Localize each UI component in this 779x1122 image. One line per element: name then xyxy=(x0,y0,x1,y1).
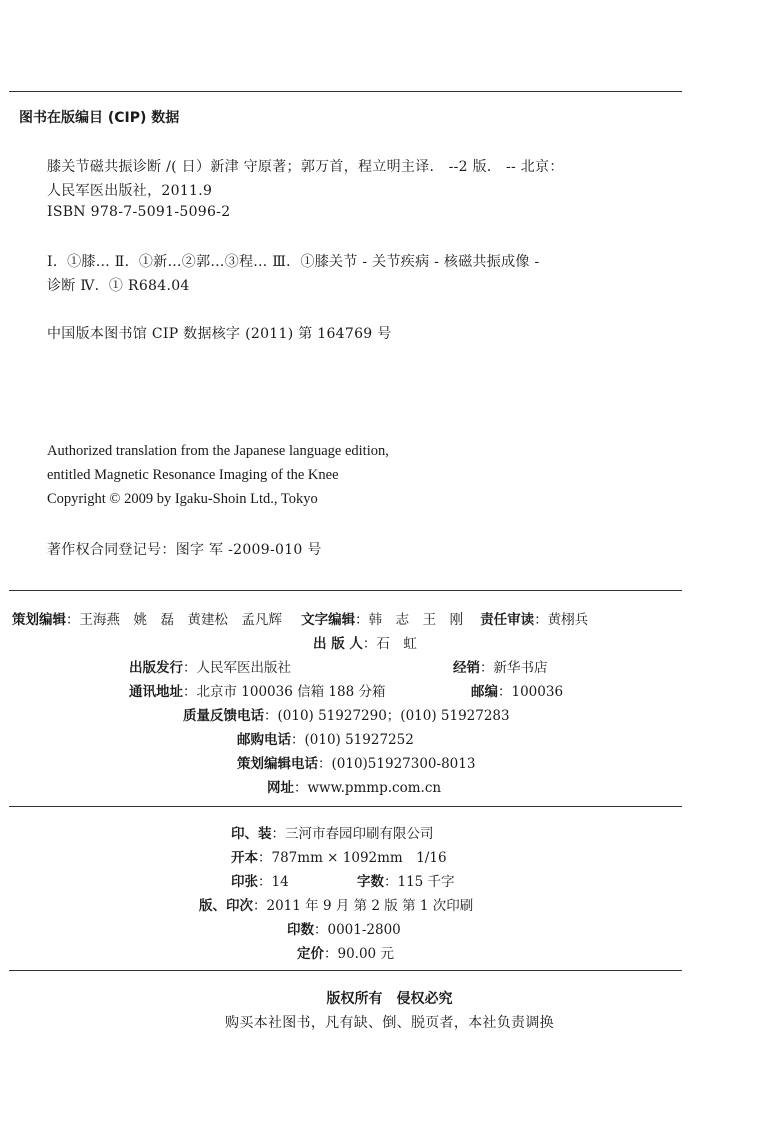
edition-line xyxy=(199,894,473,914)
top-rule xyxy=(9,91,682,92)
postcode-line xyxy=(471,680,563,700)
cip-record-number: 中国版本图书馆 CIP 数据核字 (2011) 第 164769 号 xyxy=(47,326,392,342)
words: ：115 千字 xyxy=(384,874,455,890)
words-label: 字数 xyxy=(357,874,384,890)
rights-top-rule xyxy=(9,970,682,971)
sheets: ：14 xyxy=(258,874,289,890)
format-line xyxy=(231,846,447,866)
planning-editors: ：王海燕 姚 磊 黄建松 孟凡辉 xyxy=(66,612,282,628)
reviewer: ：黄栩兵 xyxy=(534,612,589,628)
cip-title-line: 膝关节磁共振诊断 /( 日）新津 守原著；郭万首，程立明主译． --2 版． -- 北京： xyxy=(47,159,564,175)
publisher-person-line xyxy=(313,632,417,652)
distribution-label: 出版发行 xyxy=(129,660,183,676)
words-line xyxy=(357,870,455,890)
rights-title: 版权所有 侵权必究 xyxy=(326,991,453,1007)
format: ：787mm × 1092mm 1/16 xyxy=(258,850,447,866)
seller: ：新华书店 xyxy=(480,660,548,676)
english-rights-line2: entitled Magnetic Resonance Imaging of the Knee xyxy=(47,467,339,483)
mail-order-label: 邮购电话 xyxy=(237,732,291,748)
website-line xyxy=(267,776,441,796)
cip-classification-line2: 诊断 Ⅳ．① R684.04 xyxy=(47,278,190,294)
publisher-person: ：石 虹 xyxy=(362,636,417,652)
printer: ：三河市春园印刷有限公司 xyxy=(271,826,434,842)
postcode: ：100036 xyxy=(498,684,564,700)
english-rights-line1: Authorized translation from the Japanese language edition, xyxy=(47,443,389,459)
postcode-label: 邮编 xyxy=(471,684,498,700)
seller-label: 经销 xyxy=(453,660,480,676)
copies: ：0001-2800 xyxy=(314,922,401,938)
sheets-line xyxy=(231,870,289,890)
printer-label: 印、装 xyxy=(231,826,272,842)
copies-line xyxy=(287,918,401,938)
distribution: ：人民军医出版社 xyxy=(183,660,291,676)
feedback-phone-label: 质量反馈电话 xyxy=(183,708,264,724)
rights-notice: 购买本社图书，凡有缺、倒、脱页者，本社负责调换 xyxy=(225,1015,554,1031)
cip-classification-line1: Ⅰ．①膝… Ⅱ．①新…②郭…③程… Ⅲ．①膝关节 - 关节疾病 - 核磁共振成像 - xyxy=(47,254,540,270)
format-label: 开本 xyxy=(231,850,258,866)
seller-line xyxy=(453,656,548,676)
address-line xyxy=(129,680,385,700)
english-rights-line3: Copyright © 2009 by Igaku-Shoin Ltd., Tokyo xyxy=(47,491,318,507)
text-editor-label: 文字编辑 xyxy=(301,612,356,628)
printing-top-rule xyxy=(9,806,682,807)
review-label: 责任审读 xyxy=(480,612,535,628)
text-editors: ：韩 志 王 刚 xyxy=(355,612,464,628)
credits-top-rule xyxy=(9,590,682,591)
printer-line xyxy=(231,822,434,842)
planning-phone-label: 策划编辑电话 xyxy=(237,756,318,772)
mail-order-phone: ：(010) 51927252 xyxy=(291,732,414,748)
website: ：www.pmmp.com.cn xyxy=(294,780,442,796)
price-line xyxy=(297,942,394,962)
price: ：90.00 元 xyxy=(324,946,394,962)
distribution-line xyxy=(129,656,291,676)
edition: ：2011 年 9 月 第 2 版 第 1 次印刷 xyxy=(253,898,474,914)
cip-heading: 图书在版编目 (CIP) 数据 xyxy=(19,110,180,126)
planning-phone-line xyxy=(237,752,475,772)
copies-label: 印数 xyxy=(287,922,314,938)
feedback-phone: ：(010) 51927290；(010) 51927283 xyxy=(264,708,510,724)
contract-registration: 著作权合同登记号：图字 军 -2009-010 号 xyxy=(47,542,322,558)
feedback-phone-line xyxy=(183,704,510,724)
sheets-label: 印张 xyxy=(231,874,258,890)
planning-editor-label: 策划编辑 xyxy=(12,612,66,628)
address: ：北京市 100036 信箱 188 分箱 xyxy=(183,684,386,700)
website-label: 网址 xyxy=(267,780,294,796)
cip-publisher-line: 人民军医出版社，2011.9 xyxy=(47,183,213,199)
publisher-person-label: 出 版 人 xyxy=(313,636,363,652)
cip-isbn: ISBN 978-7-5091-5096-2 xyxy=(47,204,231,220)
address-label: 通讯地址 xyxy=(129,684,183,700)
planning-phone: ：(010)51927300-8013 xyxy=(318,756,476,772)
price-label: 定价 xyxy=(297,946,324,962)
credits-editors-line xyxy=(12,608,588,628)
mail-order-line xyxy=(237,728,414,748)
edition-label: 版、印次 xyxy=(199,898,253,914)
